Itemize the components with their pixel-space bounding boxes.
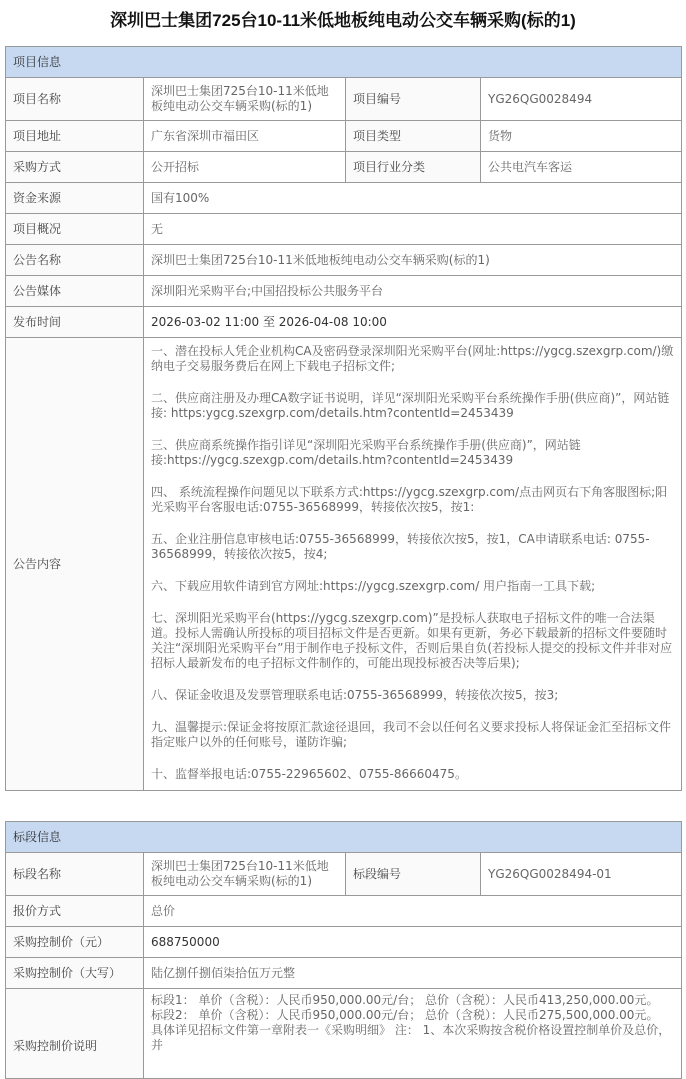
fund-source-value: 国有100% — [144, 183, 682, 214]
section-info-table — [5, 821, 682, 1079]
project-name-label: 项目名称 — [6, 78, 144, 121]
content-paragraph: 四、 系统流程操作问题见以下联系方式:https://ygcg.szexgrp.com/点击网页右下角客服图标;阳光采购平台客服电话:0755-36568999，转接依次按5，按1: — [151, 485, 668, 514]
content-paragraph: 七、深圳阳光采购平台(https://ygcg.szexgrp.com)”是投标人获取电子招标文件的唯一合法渠道。投标人需确认所投标的项目招标文件是否更新。如果有更新，务必下载最新的招标文件要随时关注“深圳阳光采购平台”用于制作电子投标文件，否则后果自负(若投标人提交的投标文件并非对应招标人最新发布的电子招标文件制作的，可能出现投标被否决等后果); — [151, 611, 673, 670]
fund-source-label: 资金来源 — [6, 183, 144, 214]
notice-content-label: 公告内容 — [6, 338, 144, 791]
content-paragraph: 六、下载应用软件请到官方网址:https://ygcg.szexgrp.com/ 用户指南一工具下载; — [151, 579, 596, 593]
procurement-method-value: 公开招标 — [144, 152, 346, 183]
content-paragraph: 九、温馨提示:保证金将按原汇款途径退回，我司不会以任何名义要求投标人将保证金汇至招标文件指定账户以外的任何账号，谨防诈骗; — [151, 720, 672, 749]
control-price-cn-label: 采购控制价（大写） — [6, 958, 144, 989]
project-address-label: 项目地址 — [6, 121, 144, 152]
control-price-label: 采购控制价（元） — [6, 927, 144, 958]
publish-time-label: 发布时间 — [6, 307, 144, 338]
notice-media-value: 深圳阳光采购平台;中国招投标公共服务平台 — [144, 276, 682, 307]
content-paragraph: 五、企业注册信息审核电话:0755-36568999，转接依次按5，按1，CA申请联系电话: 0755-36568999，转接依次按5，按4; — [151, 532, 650, 561]
overview-value: 无 — [144, 214, 682, 245]
quote-method-label: 报价方式 — [6, 896, 144, 927]
content-paragraph: 八、保证金收退及发票管理联系电话:0755-36568999，转接依次按5，按3; — [151, 688, 559, 702]
notice-media-label: 公告媒体 — [6, 276, 144, 307]
content-paragraph: 三、供应商系统操作指引详见“深圳阳光采购平台系统操作手册(供应商)”，网站链接:https://ygcg.szexgp.com/details.htm?contentId=2453439 — [151, 438, 581, 467]
industry-value: 公共电汽车客运 — [481, 152, 682, 183]
overview-label: 项目概况 — [6, 214, 144, 245]
project-name-value: 深圳巴士集团725台10-11米低地板纯电动公交车辆采购(标的1) — [144, 78, 346, 121]
industry-label: 项目行业分类 — [346, 152, 481, 183]
content-paragraph: 十、监督举报电话:0755-22965602、0755-86660475。 — [151, 767, 467, 781]
project-type-label: 项目类型 — [346, 121, 481, 152]
page-title: 深圳巴士集团725台10-11米低地板纯电动公交车辆采购(标的1) — [110, 11, 576, 30]
notice-name-value: 深圳巴士集团725台10-11米低地板纯电动公交车辆采购(标的1) — [144, 245, 682, 276]
content-paragraph: 二、供应商注册及办理CA数字证书说明，详见“深圳阳光采购平台系统操作手册(供应商)”，网站链接: https:ygcg.szexgrp.com/details.htm?contentId=2453439 — [151, 391, 670, 420]
section-code-label: 标段编号 — [346, 853, 481, 896]
publish-time-value: 2026-03-02 11:00 至 2026-04-08 10:00 — [144, 307, 682, 338]
control-price-value: 688750000 — [144, 927, 682, 958]
section-code-value: YG26QG0028494-01 — [481, 853, 682, 896]
section-name-value: 深圳巴士集团725台10-11米低地板纯电动公交车辆采购(标的1) — [144, 853, 346, 896]
control-price-desc-value: 标段1： 单价（含税）：人民币950,000.00元/台； 总价（含税）：人民币413,250,000.00元。 标段2： 单价（含税）：人民币950,000.00元/台； 总价（含税）：人民币275,500,000.00元。 具体详见招标文件第一章附表一《采购明细》 注： 1、本次采购按含税价格设置控制单价及总价，并 — [144, 989, 682, 1079]
project-address-value: 广东省深圳市福田区 — [144, 121, 346, 152]
notice-name-label: 公告名称 — [6, 245, 144, 276]
section-name-label: 标段名称 — [6, 853, 144, 896]
quote-method-value: 总价 — [144, 896, 682, 927]
control-price-cn-value: 陆亿捌仟捌佰柒拾伍万元整 — [144, 958, 682, 989]
section-info-header: 标段信息 — [6, 822, 682, 853]
procurement-method-label: 采购方式 — [6, 152, 144, 183]
project-info-table — [5, 46, 682, 791]
notice-content — [144, 338, 682, 791]
content-paragraph: 一、潜在投标人凭企业机构CA及密码登录深圳阳光采购平台(网址:https://ygcg.szexgrp.com/)缴纳电子交易服务费后在网上下载电子招标文件; — [151, 344, 674, 373]
control-price-desc-label: 采购控制价说明 — [6, 989, 144, 1079]
project-code-label: 项目编号 — [346, 78, 481, 121]
project-type-value: 货物 — [481, 121, 682, 152]
project-code-value: YG26QG0028494 — [481, 78, 682, 121]
project-info-header: 项目信息 — [6, 47, 682, 78]
